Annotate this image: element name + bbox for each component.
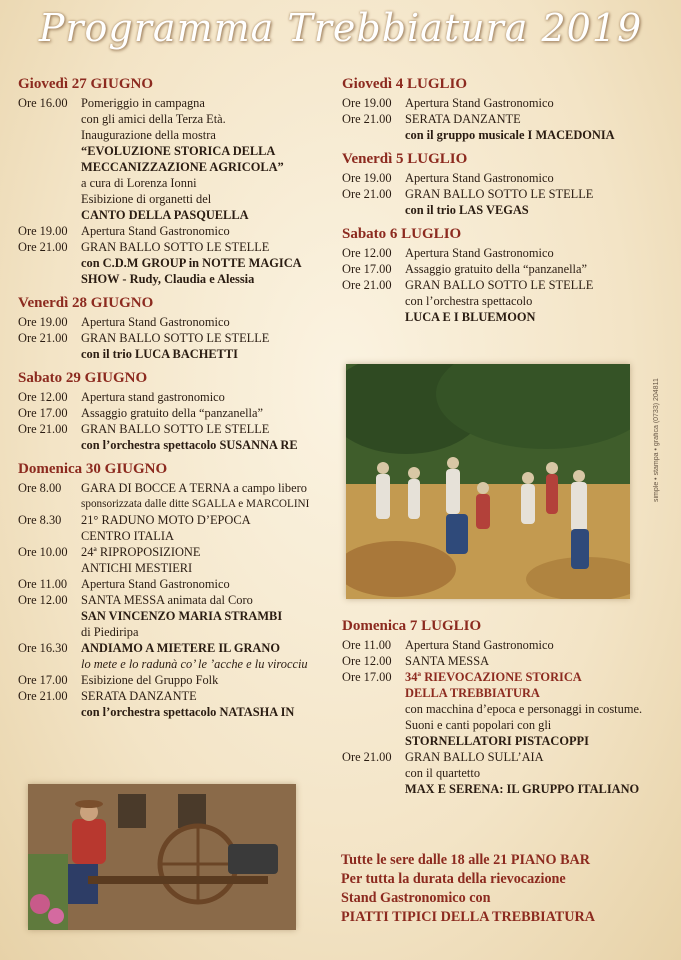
event-line: LUCA E I BLUEMOON: [405, 310, 536, 324]
event-line: GRAN BALLO SOTTO LE STELLE: [405, 278, 594, 292]
event-description: [81, 544, 336, 576]
event-line: con il quartetto: [405, 766, 481, 780]
footer-line: Tutte le sere dalle 18 alle 21 PIANO BAR: [341, 852, 591, 868]
event-description: [405, 637, 662, 653]
event-description: [405, 170, 662, 186]
event-row: [18, 421, 336, 453]
day-heading: Giovedì 4 LUGLIO: [342, 76, 468, 92]
day-block: [342, 151, 662, 218]
event-time: Ore 8.00: [18, 481, 62, 495]
event-description: [405, 111, 662, 143]
event-line: con il trio LUCA BACHETTI: [81, 347, 238, 361]
event-time: Ore 21.00: [18, 689, 68, 703]
event-row: [18, 576, 336, 592]
event-line: GRAN BALLO SOTTO LE STELLE: [81, 331, 270, 345]
day-heading: Giovedì 27 GIUGNO: [18, 76, 154, 92]
event-line: SERATA DANZANTE: [81, 689, 197, 703]
event-time: Ore 16.00: [18, 96, 68, 110]
printer-credit: simple • stampa • grafica (0733) 204811: [653, 378, 660, 502]
event-time: Ore 21.00: [18, 240, 68, 254]
event-line: Apertura Stand Gastronomico: [405, 96, 554, 110]
event-time: Ore 12.00: [18, 593, 68, 607]
event-row: [342, 749, 662, 797]
event-line: 34ª RIEVOCAZIONE STORICA: [405, 670, 582, 684]
event-description: [405, 653, 662, 669]
day-block: [342, 226, 662, 325]
harvest-photo: [346, 364, 630, 599]
event-line: GRAN BALLO SOTTO LE STELLE: [405, 187, 594, 201]
footer-line: Per tutta la durata della rievocazione: [341, 871, 566, 887]
event-time: Ore 21.00: [342, 112, 392, 126]
day-block: [18, 370, 336, 453]
event-line: lo mete e lo radunà co’ le ’acche e lu virocciu: [81, 657, 308, 671]
event-description: [81, 95, 336, 223]
footer-line: PIATTI TIPICI DELLA TREBBIATURA: [341, 909, 596, 925]
event-line: SAN VINCENZO MARIA STRAMBI: [81, 609, 283, 623]
event-line: 21° RADUNO MOTO D’EPOCA: [81, 513, 251, 527]
event-line: GARA DI BOCCE A TERNA a campo libero: [81, 481, 307, 495]
event-line: a cura di Lorenza Ionni: [81, 176, 197, 190]
event-description: [81, 512, 336, 544]
event-line: MECCANIZZAZIONE AGRICOLA”: [81, 160, 284, 174]
event-row: [18, 512, 336, 544]
event-line: DELLA TREBBIATURA: [405, 686, 540, 700]
event-line: con macchina d’epoca e personaggi in costume.: [405, 702, 643, 716]
event-description: [81, 330, 336, 362]
event-line: Apertura Stand Gastronomico: [405, 171, 554, 185]
day-heading: Venerdì 5 LUGLIO: [342, 151, 468, 167]
event-row: [18, 239, 336, 287]
event-time: Ore 21.00: [342, 750, 392, 764]
event-description: [405, 749, 662, 797]
event-description: [405, 669, 662, 749]
event-line: MAX E SERENA: IL GRUPPO ITALIANO: [405, 782, 640, 796]
event-description: [81, 688, 336, 720]
event-row: [342, 637, 662, 653]
event-line: Esibizione del Gruppo Folk: [81, 673, 219, 687]
event-time: Ore 21.00: [342, 187, 392, 201]
event-line: SANTA MESSA: [405, 654, 490, 668]
event-line: con l’orchestra spettacolo NATASHA IN: [81, 705, 295, 719]
event-row: [342, 261, 662, 277]
day-heading: Domenica 30 GIUGNO: [18, 461, 168, 477]
harvest-scene: [346, 364, 630, 599]
event-description: [81, 239, 336, 287]
event-row: [342, 245, 662, 261]
event-row: [342, 170, 662, 186]
event-line: con gli amici della Terza Età.: [81, 112, 226, 126]
event-line: con il gruppo musicale I MACEDONIA: [405, 128, 615, 142]
event-row: [18, 688, 336, 720]
event-row: [18, 405, 336, 421]
event-line: Apertura Stand Gastronomico: [81, 315, 230, 329]
event-line: “EVOLUZIONE STORICA DELLA: [81, 144, 276, 158]
event-line: sponsorizzata dalle ditte SGALLA e MARCOLINI: [81, 498, 310, 510]
event-row: [18, 314, 336, 330]
event-time: Ore 16.30: [18, 641, 68, 655]
event-line: ANDIAMO A MIETERE IL GRANO: [81, 641, 280, 655]
event-row: [342, 653, 662, 669]
event-description: [81, 592, 336, 640]
event-description: [405, 186, 662, 218]
event-row: [342, 95, 662, 111]
day-block: [342, 76, 662, 143]
event-line: Assaggio gratuito della “panzanella”: [405, 262, 587, 276]
event-line: 24ª RIPROPOSIZIONE: [81, 545, 201, 559]
event-time: Ore 21.00: [18, 422, 68, 436]
event-line: con il trio LAS VEGAS: [405, 203, 529, 217]
event-description: [81, 576, 336, 592]
event-line: con l’orchestra spettacolo: [405, 294, 533, 308]
event-description: [81, 640, 336, 672]
event-time: Ore 19.00: [18, 224, 68, 238]
event-line: con C.D.M GROUP in NOTTE MAGICA: [81, 256, 302, 270]
event-time: Ore 19.00: [18, 315, 68, 329]
event-time: Ore 12.00: [18, 390, 68, 404]
event-line: GRAN BALLO SOTTO LE STELLE: [81, 240, 270, 254]
craftsman-photo: [28, 784, 296, 930]
event-row: [342, 669, 662, 749]
event-line: SANTA MESSA animata dal Coro: [81, 593, 253, 607]
event-line: ANTICHI MESTIERI: [81, 561, 193, 575]
day-block: [18, 461, 336, 720]
event-line: SHOW - Rudy, Claudia e Alessia: [81, 272, 255, 286]
event-row: [18, 330, 336, 362]
event-line: Apertura stand gastronomico: [81, 390, 225, 404]
event-time: Ore 11.00: [18, 577, 68, 591]
event-time: Ore 10.00: [18, 545, 68, 559]
event-time: Ore 19.00: [342, 171, 392, 185]
page-title: Programma Trebbiatura 2019: [38, 6, 643, 50]
day-heading: Sabato 6 LUGLIO: [342, 226, 462, 242]
schedule-column-left: [18, 76, 336, 728]
event-time: Ore 17.00: [342, 670, 392, 684]
event-line: GRAN BALLO SULL’AIA: [405, 750, 544, 764]
event-line: di Piediripa: [81, 625, 139, 639]
day-block: [342, 618, 662, 797]
event-time: Ore 17.00: [342, 262, 392, 276]
event-description: [81, 405, 336, 421]
event-row: [342, 277, 662, 325]
event-description: [81, 480, 336, 512]
day-block: [18, 295, 336, 362]
event-row: [18, 389, 336, 405]
event-description: [81, 421, 336, 453]
event-line: con l’orchestra spettacolo SUSANNA RE: [81, 438, 298, 452]
event-time: Ore 21.00: [342, 278, 392, 292]
event-row: [18, 223, 336, 239]
footer-notes: [341, 851, 661, 927]
event-row: [18, 95, 336, 223]
event-line: Esibizione di organetti del: [81, 192, 212, 206]
event-line: SERATA DANZANTE: [405, 112, 521, 126]
event-description: [405, 95, 662, 111]
event-row: [18, 544, 336, 576]
day-block: [18, 76, 336, 287]
event-row: [18, 480, 336, 512]
day-heading: Domenica 7 LUGLIO: [342, 618, 482, 634]
event-line: Apertura Stand Gastronomico: [405, 246, 554, 260]
event-line: Apertura Stand Gastronomico: [81, 224, 230, 238]
event-line: Inaugurazione della mostra: [81, 128, 216, 142]
event-line: STORNELLATORI PISTACOPPI: [405, 734, 589, 748]
craftsman-scene: [28, 784, 296, 930]
footer-line: Stand Gastronomico con: [341, 890, 491, 906]
day-heading: Sabato 29 GIUGNO: [18, 370, 148, 386]
event-time: Ore 17.00: [18, 673, 68, 687]
day-heading: Venerdì 28 GIUGNO: [18, 295, 154, 311]
event-row: [18, 640, 336, 672]
event-time: Ore 17.00: [18, 406, 68, 420]
event-row: [342, 111, 662, 143]
event-description: [405, 277, 662, 325]
event-row: [342, 186, 662, 218]
event-time: Ore 19.00: [342, 96, 392, 110]
event-line: CANTO DELLA PASQUELLA: [81, 208, 249, 222]
event-line: Apertura Stand Gastronomico: [405, 638, 554, 652]
event-line: Pomeriggio in campagna: [81, 96, 205, 110]
event-description: [81, 223, 336, 239]
event-line: Suoni e canti popolari con gli: [405, 718, 552, 732]
event-description: [405, 245, 662, 261]
event-line: CENTRO ITALIA: [81, 529, 174, 543]
event-time: Ore 11.00: [342, 638, 392, 652]
event-row: [18, 592, 336, 640]
event-time: Ore 21.00: [18, 331, 68, 345]
event-description: [81, 314, 336, 330]
event-line: Apertura Stand Gastronomico: [81, 577, 230, 591]
schedule-column-right: [342, 76, 662, 333]
event-row: [18, 672, 336, 688]
event-time: Ore 12.00: [342, 246, 392, 260]
event-time: Ore 8.30: [18, 513, 62, 527]
event-line: Assaggio gratuito della “panzanella”: [81, 406, 263, 420]
event-description: [405, 261, 662, 277]
event-description: [81, 672, 336, 688]
event-line: GRAN BALLO SOTTO LE STELLE: [81, 422, 270, 436]
event-time: Ore 12.00: [342, 654, 392, 668]
schedule-column-right-lower: [342, 618, 662, 805]
event-description: [81, 389, 336, 405]
